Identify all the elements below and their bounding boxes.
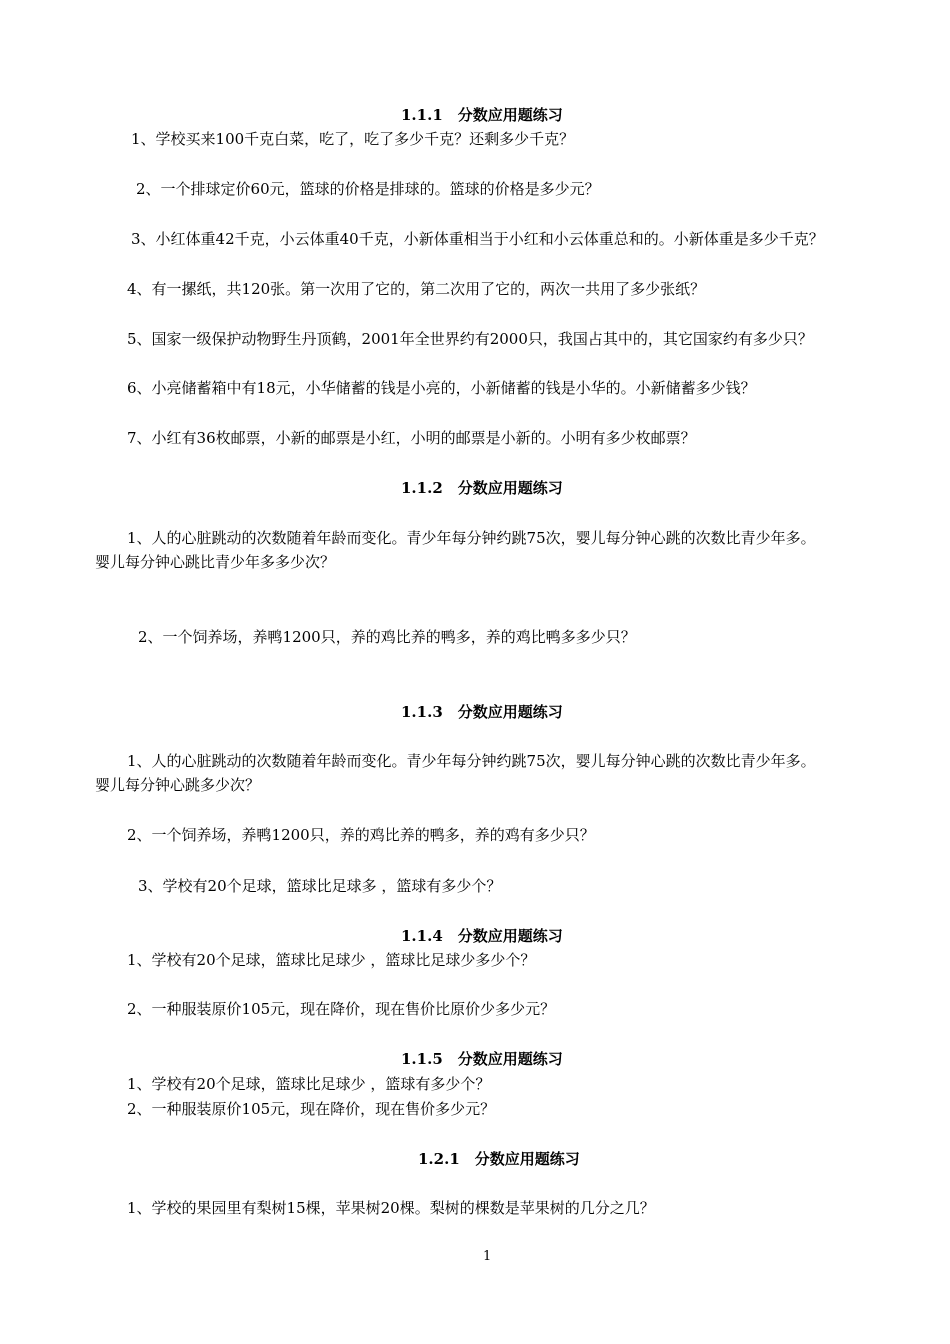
- problem-text: 2、一种服装原价105元，现在降价，现在售价比原价少多少元？: [127, 1000, 556, 1018]
- section-title: 1.1.2 分数应用题练习: [401, 479, 563, 497]
- problem-text: 1、学校有20个足球，篮球比足球少 ，篮球比足球少多少个？: [127, 951, 536, 969]
- section-title: 1.1.3 分数应用题练习: [401, 703, 563, 721]
- problem-text: 3、小红体重42千克，小云体重40千克，小新体重相当于小红和小云体重总和的。小新体重是多少千克？: [131, 230, 824, 248]
- problem-text: 1、学校有20个足球，篮球比足球少 ，篮球有多少个？: [127, 1075, 491, 1093]
- section-title: 1.2.1 分数应用题练习: [418, 1150, 580, 1168]
- section-title: 1.1.5 分数应用题练习: [401, 1050, 563, 1068]
- section-title: 1.1.4 分数应用题练习: [401, 927, 563, 945]
- problem-text: 5、国家一级保护动物野生丹顶鹤，2001年全世界约有2000只，我国占其中的，其它国家约有多少只？: [127, 330, 813, 348]
- section-title: 1.1.1 分数应用题练习: [401, 106, 563, 124]
- problem-text: 2、一种服装原价105元，现在降价，现在售价多少元？: [127, 1100, 496, 1118]
- problem-text: 3、学校有20个足球，篮球比足球多 ，篮球有多少个？: [138, 877, 502, 895]
- problem-text: 1、人的心脏跳动的次数随着年龄而变化。青少年每分钟约跳75次，婴儿每分钟心跳的次数比青少年多。: [127, 529, 816, 547]
- problem-text: 2、一个饲养场，养鸭1200只，养的鸡比养的鸭多，养的鸡有多少只？: [127, 826, 595, 844]
- problem-text: 4、有一摞纸，共120张。第一次用了它的，第二次用了它的，两次一共用了多少张纸？: [127, 280, 706, 298]
- problem-text: 2、一个饲养场，养鸭1200只，养的鸡比养的鸭多，养的鸡比鸭多多少只？: [138, 628, 636, 646]
- problem-text: 1、学校买来100千克白菜，吃了，吃了多少千克？还剩多少千克？: [131, 130, 575, 148]
- problem-text: 6、小亮储蓄箱中有18元，小华储蓄的钱是小亮的，小新储蓄的钱是小华的。小新储蓄多少钱？: [127, 379, 756, 397]
- problem-text: 婴儿每分钟心跳多少次？: [95, 776, 261, 794]
- problem-text: 1、学校的果园里有梨树15棵，苹果树20棵。梨树的棵数是苹果树的几分之几？: [127, 1199, 655, 1217]
- problem-text: 1、人的心脏跳动的次数随着年龄而变化。青少年每分钟约跳75次，婴儿每分钟心跳的次数比青少年多。: [127, 752, 816, 770]
- page-number: 1: [483, 1249, 492, 1264]
- problem-text: 婴儿每分钟心跳比青少年多多少次？: [95, 553, 336, 571]
- problem-text: 7、小红有36枚邮票，小新的邮票是小红，小明的邮票是小新的。小明有多少枚邮票？: [127, 429, 696, 447]
- problem-text: 2、一个排球定价60元，篮球的价格是排球的。篮球的价格是多少元？: [136, 180, 600, 198]
